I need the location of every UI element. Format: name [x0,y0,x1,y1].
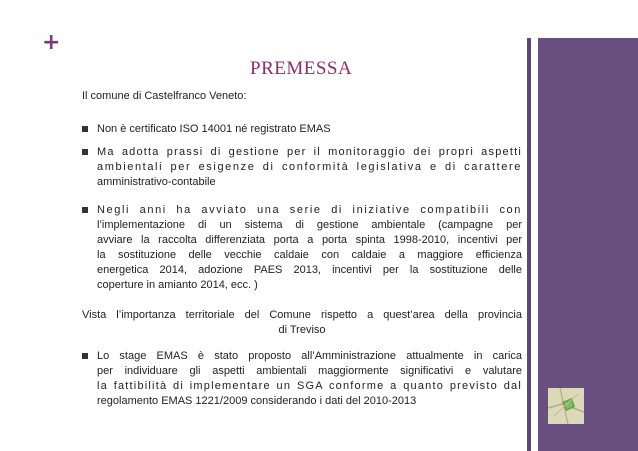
bullet-line: amministrativo-contabile [97,176,216,188]
plus-icon: + [42,30,61,55]
bullet-line: regolamento EMAS 1221/2009 considerando i dati del 2010-2013 [97,395,417,407]
bullet-square-icon [82,353,88,359]
statement-line: Vista l’importanza territoriale del Comune rispetto a quest’area della provincia [82,309,522,321]
bullet-line: l’implementazione di un sistema di gestione ambientale (campagne per [97,219,522,231]
bullet-line: Negli anni ha avviato una serie di iniziative compatibili con [97,204,522,216]
statement-line: di Treviso [278,324,326,336]
map-thumbnail-icon [548,388,584,424]
bullet-line: avviare la raccolta differenziata porta a porta spinta 1998-2010, incentivi per [97,234,522,246]
bullet-line: energetica 2014, adozione PAES 2013, incentivi per la sostituzione delle [97,264,522,276]
bullet-square-icon [82,149,88,155]
bullet-square-icon [82,207,88,213]
sidebar-thin-bar [527,38,531,451]
bullet-square-icon [82,126,88,132]
bullet-line: Non è certificato ISO 14001 né registrato EMAS [97,123,331,135]
bullet-line: la sostituzione delle vecchie caldaie con caldaie a maggiore efficienza [97,249,522,261]
slide-title: PREMESSA [250,58,353,79]
bullet-line: per individuare gli aspetti ambientali maggiormente significativi e valutare [97,365,522,377]
bullet-text [97,145,522,190]
statement-text [82,308,522,338]
bullet-line: Ma adotta prassi di gestione per il monitoraggio dei propri aspetti [97,146,522,158]
intro-text: Il comune di Castelfranco Veneto: [82,90,247,102]
bullet-line: Lo stage EMAS è stato proposto all’Amministrazione attualmente in carica [97,350,522,362]
bullet-text [97,349,522,409]
bullet-line: la fattibilità di implementare un SGA conforme a quanto previsto dal [97,380,522,392]
bullet-text [97,203,522,293]
bullet-line: ambientali per esigenze di conformità legislativa e di carattere [97,161,522,173]
bullet-text [97,122,522,137]
bullet-line: coperture in amianto 2014, ecc. ) [97,279,258,291]
